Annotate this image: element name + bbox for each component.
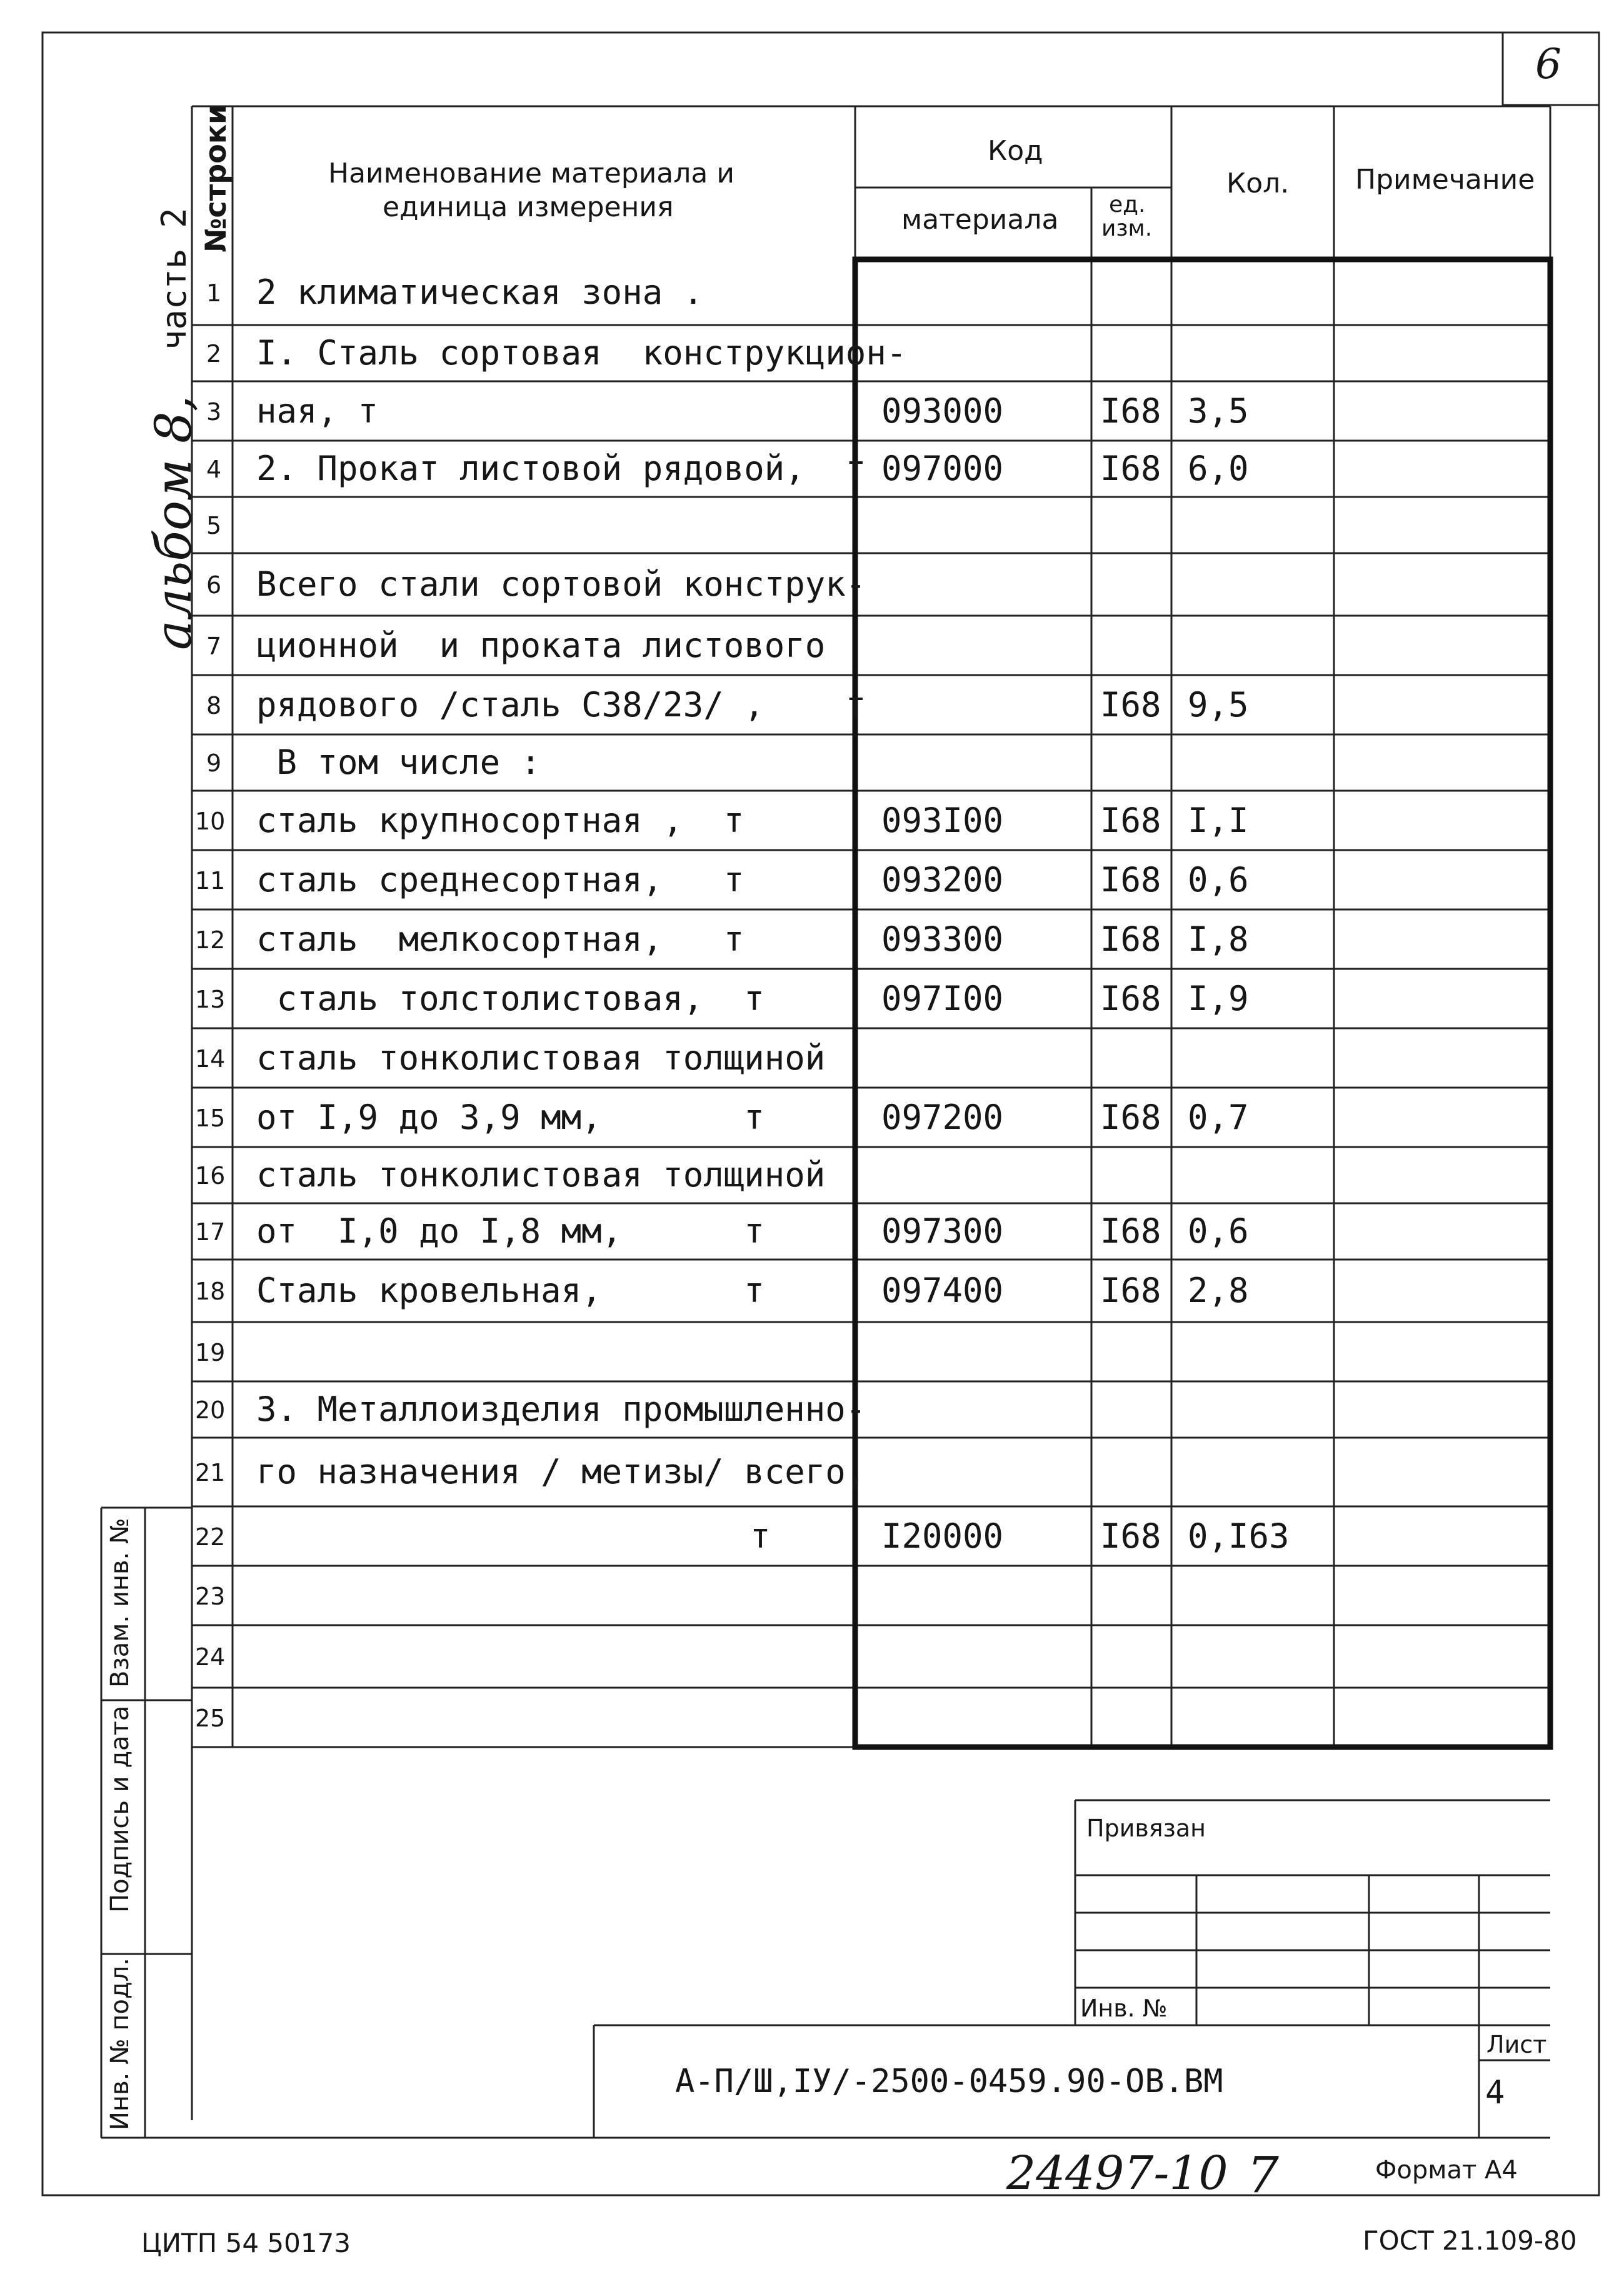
cell-qty: 9,5 bbox=[1188, 685, 1249, 724]
table-row bbox=[0, 1088, 1624, 1147]
cell-unit: I68 bbox=[1100, 1271, 1161, 1310]
cell-name: 3. Металлоизделия промышленно- bbox=[256, 1390, 866, 1429]
cell-qty: 6,0 bbox=[1188, 449, 1249, 488]
table-row bbox=[0, 1260, 1624, 1322]
title-doc-code: А-П/Ш,IУ/-2500-0459.90-ОВ.ВМ bbox=[675, 2063, 1223, 2100]
table-row bbox=[0, 1147, 1624, 1203]
cell-no: 6 bbox=[206, 571, 222, 599]
cell-code: 093000 bbox=[881, 391, 1004, 431]
cell-no: 15 bbox=[195, 1104, 226, 1132]
cell-name: сталь тонколистовая толщиной bbox=[256, 1155, 826, 1195]
cell-name: го назначения / метизы/ всего, bbox=[256, 1452, 866, 1491]
table-row bbox=[0, 553, 1624, 616]
cell-no: 1 bbox=[206, 279, 222, 307]
handwritten-number: 24497-10 bbox=[1006, 2146, 1228, 2200]
cell-name: сталь тонколистовая толщиной bbox=[256, 1038, 826, 1078]
cell-code: 093I00 bbox=[881, 801, 1004, 840]
title-list-label: Лист bbox=[1486, 2031, 1547, 2058]
cell-qty: 0,I63 bbox=[1188, 1516, 1290, 1556]
cell-no: 9 bbox=[206, 749, 222, 777]
table-row bbox=[0, 616, 1624, 675]
cell-code: 097I00 bbox=[881, 979, 1004, 1018]
title-privyazan: Привязан bbox=[1086, 1815, 1206, 1842]
cell-unit: I68 bbox=[1100, 919, 1161, 959]
cell-no: 16 bbox=[195, 1162, 226, 1190]
table-row bbox=[0, 1322, 1624, 1381]
table-row bbox=[0, 850, 1624, 909]
cell-qty: I,9 bbox=[1188, 979, 1249, 1018]
cell-qty: 0,6 bbox=[1188, 860, 1249, 899]
header-qty: Кол. bbox=[1226, 168, 1290, 199]
cell-name: 2 климатическая зона . bbox=[256, 273, 704, 312]
cell-unit: I68 bbox=[1100, 801, 1161, 840]
cell-code: 097200 bbox=[881, 1098, 1004, 1137]
cell-no: 23 bbox=[195, 1583, 226, 1610]
corner-page-number: 6 bbox=[1535, 40, 1561, 88]
cell-no: 12 bbox=[195, 926, 226, 954]
cell-qty: 0,6 bbox=[1188, 1211, 1249, 1251]
cell-unit: I68 bbox=[1100, 685, 1161, 724]
cell-no: 18 bbox=[195, 1278, 226, 1305]
cell-name: сталь мелкосортная, т bbox=[256, 919, 744, 959]
cell-name: ная, т bbox=[256, 391, 379, 431]
cell-name: I. Сталь сортовая конструкцион- bbox=[256, 333, 907, 373]
cell-no: 10 bbox=[195, 808, 226, 835]
cell-code: 097300 bbox=[881, 1211, 1004, 1251]
cell-name: от I,0 до I,8 мм, т bbox=[256, 1211, 764, 1251]
cell-name: т bbox=[750, 1516, 771, 1556]
stamp-podpis: Подпись и дата bbox=[106, 1705, 134, 1913]
stamp-vzam: Взам. инв. № bbox=[106, 1518, 134, 1688]
table-row bbox=[0, 909, 1624, 969]
cell-code: I20000 bbox=[881, 1516, 1004, 1556]
cell-no: 20 bbox=[195, 1396, 226, 1424]
cell-code: 093300 bbox=[881, 919, 1004, 959]
cell-no: 19 bbox=[195, 1339, 226, 1366]
margin-album: альбом 8, bbox=[144, 395, 203, 650]
header-name-line2: единица измерения bbox=[383, 191, 674, 223]
table-row bbox=[0, 325, 1624, 381]
header-unit-2: изм. bbox=[1101, 216, 1153, 241]
cell-name: Всего стали сортовой конструк- bbox=[256, 564, 866, 604]
cell-no: 8 bbox=[206, 692, 222, 719]
table-row bbox=[0, 1381, 1624, 1438]
cell-name: В том числе : bbox=[256, 743, 541, 782]
handwritten-seven: 7 bbox=[1247, 2146, 1279, 2204]
cell-no: 14 bbox=[195, 1045, 226, 1073]
table-row bbox=[0, 734, 1624, 791]
cell-code: 093200 bbox=[881, 860, 1004, 899]
footer-left: ЦИТП 54 50173 bbox=[141, 2228, 351, 2258]
table-row bbox=[0, 1506, 1624, 1566]
cell-no: 4 bbox=[206, 456, 222, 483]
cell-name: ционной и проката листового bbox=[256, 626, 826, 665]
cell-no: 3 bbox=[206, 398, 222, 426]
table-row bbox=[0, 969, 1624, 1028]
cell-no: 5 bbox=[206, 512, 222, 539]
footer-right: ГОСТ 21.109-80 bbox=[1363, 2225, 1577, 2256]
cell-unit: I68 bbox=[1100, 979, 1161, 1018]
table-row bbox=[0, 1688, 1624, 1747]
cell-qty: 2,8 bbox=[1188, 1271, 1249, 1310]
table-row bbox=[0, 1028, 1624, 1088]
cell-unit: I68 bbox=[1100, 860, 1161, 899]
header-material: материала bbox=[901, 204, 1059, 236]
table-row bbox=[0, 1625, 1624, 1688]
header-code: Код bbox=[988, 135, 1043, 167]
table-row bbox=[0, 791, 1624, 850]
cell-code: 097000 bbox=[881, 449, 1004, 488]
cell-no: 22 bbox=[195, 1523, 226, 1551]
table-row bbox=[0, 381, 1624, 441]
stamp-inv-podl: Инв. № подл. bbox=[106, 1958, 134, 2130]
cell-code: 097400 bbox=[881, 1271, 1004, 1310]
cell-unit: I68 bbox=[1100, 1098, 1161, 1137]
table-row bbox=[0, 259, 1624, 325]
table-row bbox=[0, 497, 1624, 553]
cell-qty: I,8 bbox=[1188, 919, 1249, 959]
table-row bbox=[0, 675, 1624, 734]
cell-name: Сталь кровельная, т bbox=[256, 1271, 764, 1310]
cell-no: 7 bbox=[206, 633, 222, 660]
header-note: Примечание bbox=[1355, 164, 1535, 196]
cell-unit: I68 bbox=[1100, 1211, 1161, 1251]
cell-no: 2 bbox=[206, 340, 222, 368]
cell-name: сталь крупносортная , т bbox=[256, 801, 744, 840]
cell-unit: I68 bbox=[1100, 391, 1161, 431]
margin-part: часть 2 bbox=[154, 208, 194, 350]
title-list-no: 4 bbox=[1485, 2074, 1505, 2111]
cell-no: 25 bbox=[195, 1705, 226, 1732]
cell-qty: 3,5 bbox=[1188, 391, 1249, 431]
cell-name: от I,9 до 3,9 мм, т bbox=[256, 1098, 764, 1137]
cell-unit: I68 bbox=[1100, 449, 1161, 488]
cell-no: 13 bbox=[195, 986, 226, 1013]
cell-name: сталь среднесортная, т bbox=[256, 860, 744, 899]
table-row bbox=[0, 1203, 1624, 1260]
cell-qty: 0,7 bbox=[1188, 1098, 1249, 1137]
cell-no: 21 bbox=[195, 1459, 226, 1486]
title-inv-no: Инв. № bbox=[1080, 1995, 1168, 2022]
format-label: Формат А4 bbox=[1375, 2156, 1518, 2185]
cell-name: 2. Прокат листовой рядовой, т bbox=[256, 449, 866, 488]
header-row-no: №строки bbox=[199, 104, 233, 253]
table-row bbox=[0, 1438, 1624, 1506]
cell-name: рядового /сталь С38/23/ , т bbox=[256, 685, 866, 724]
cell-no: 17 bbox=[195, 1218, 226, 1246]
table-row bbox=[0, 441, 1624, 497]
cell-qty: I,I bbox=[1188, 801, 1249, 840]
header-unit-1: ед. bbox=[1109, 192, 1146, 218]
cell-unit: I68 bbox=[1100, 1516, 1161, 1556]
header-name-line1: Наименование материала и bbox=[328, 158, 734, 189]
cell-name: сталь толстолистовая, т bbox=[256, 979, 764, 1018]
cell-no: 11 bbox=[195, 867, 226, 894]
table-row bbox=[0, 1566, 1624, 1625]
cell-no: 24 bbox=[195, 1643, 226, 1671]
